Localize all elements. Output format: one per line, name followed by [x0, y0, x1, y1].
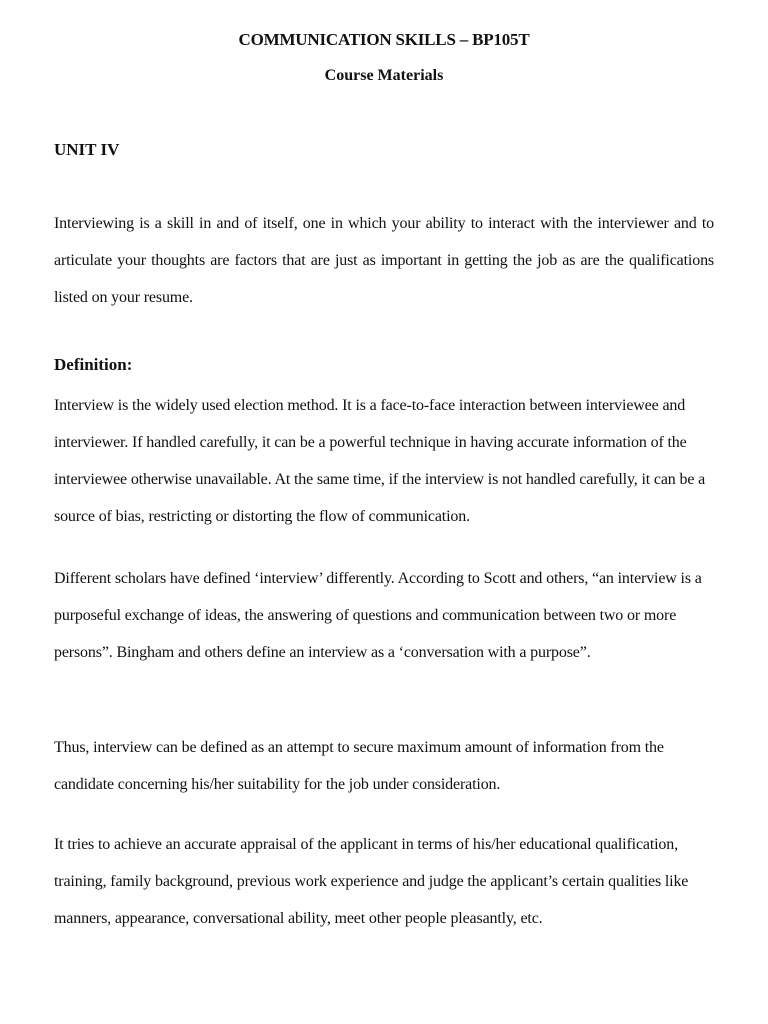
definition-paragraph: Interview is the widely used election method. It is a face-to-face interaction between interviewee and interviewer. If handled carefully, it can be a powerful technique in having accurate information of the interviewee otherwise unavailable. At the same time, if the interview is not handled carefully, it can be a source of bias, restricting or distorting the flow of communication.	[54, 397, 706, 525]
unit-heading: UNIT IV	[54, 140, 120, 159]
intro-paragraph: Interviewing is a skill in and of itself, one in which your ability to interact with the interviewer and to articulate your thoughts are factors that are just as important in getting the job as are the qualifications listed on your resume.	[54, 215, 714, 306]
scholars-paragraph: Different scholars have defined ‘interview’ differently. According to Scott and others, “an interview is a purposeful exchange of ideas, the answering of questions and communication between two or more persons”. Bingham and others define an interview as a ‘conversation with a purpose”.	[54, 570, 702, 661]
appraisal-paragraph: It tries to achieve an accurate appraisal of the applicant in terms of his/her educational qualification, training, family background, previous work experience and judge the applicant’s certain qualities like manners, appearance, conversational ability, meet other people pleasantly, etc.	[54, 836, 689, 927]
document-subtitle: Course Materials	[324, 67, 444, 84]
document-title: COMMUNICATION SKILLS – BP105T	[238, 30, 530, 49]
thus-paragraph: Thus, interview can be defined as an attempt to secure maximum amount of information from the candidate concerning his/her suitability for the job under consideration.	[54, 739, 664, 793]
definition-heading: Definition:	[54, 355, 133, 374]
